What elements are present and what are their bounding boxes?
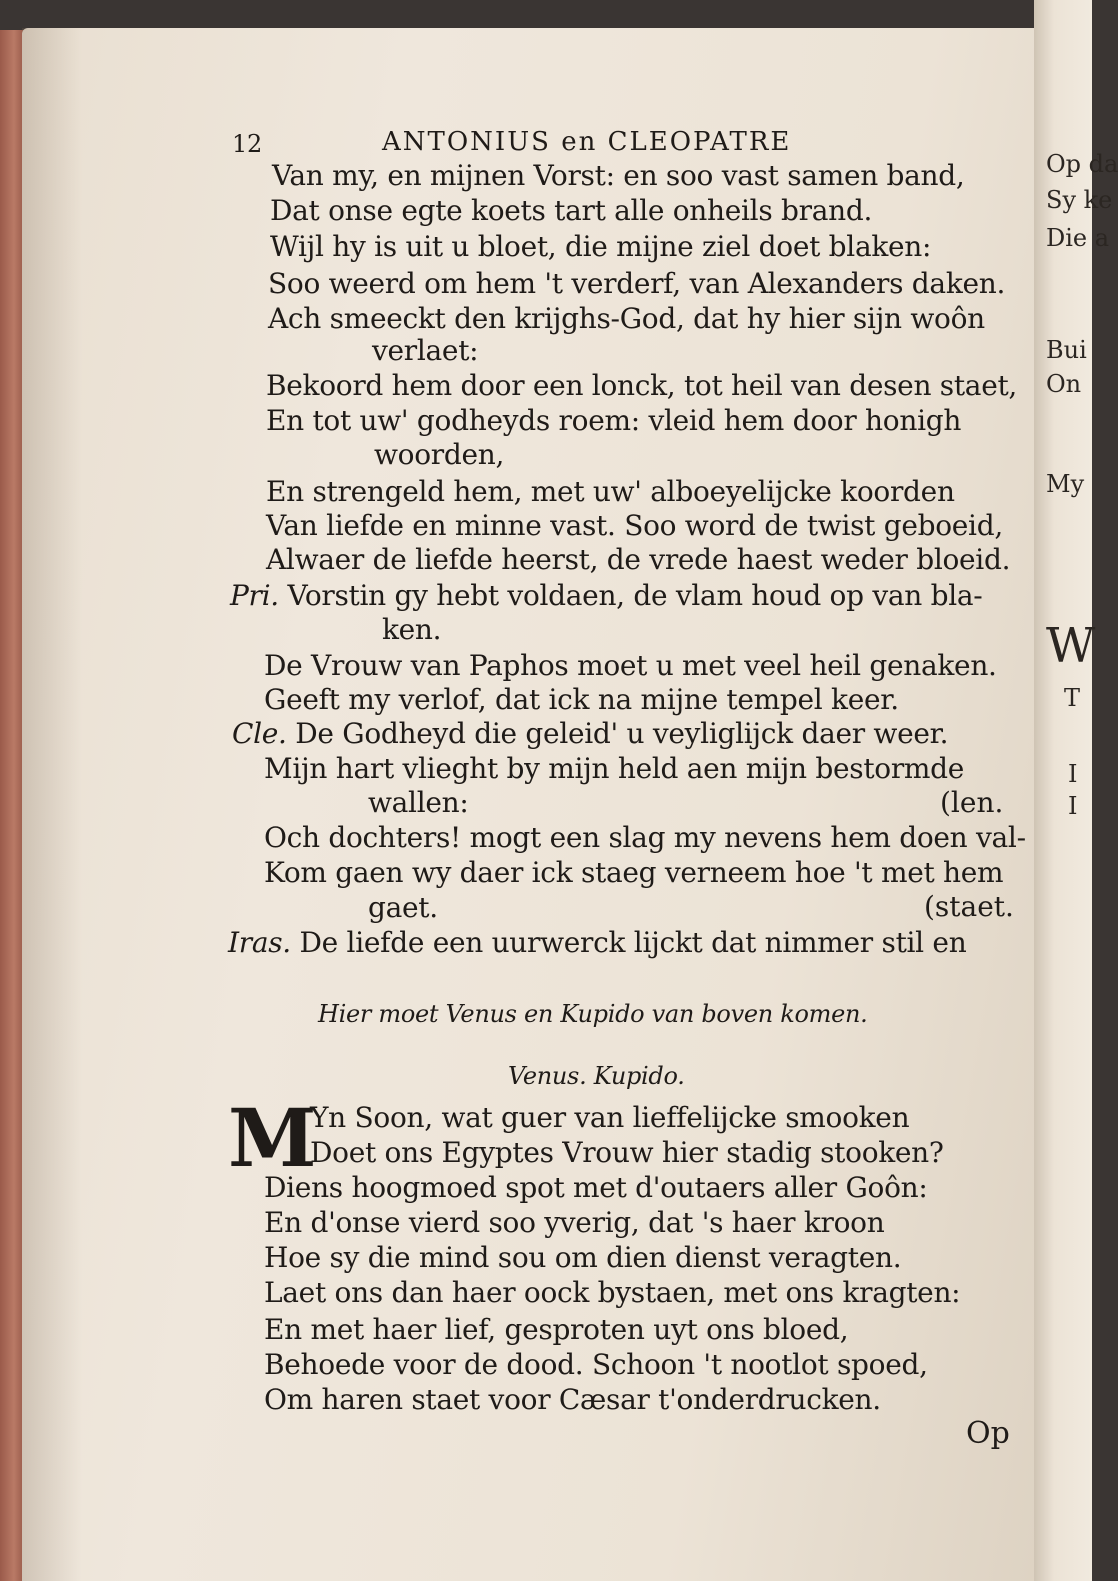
- facing-text-fragment: Bui: [1046, 336, 1087, 364]
- drop-cap: M: [228, 1091, 317, 1185]
- verse-line: verlaet:: [372, 334, 479, 367]
- stage-direction: Hier moet Venus en Kupido van boven komen.: [318, 1000, 868, 1028]
- verse-line: wallen:: [368, 786, 469, 819]
- running-title: ANTONIUS en CLEOPATRE: [382, 127, 792, 157]
- verse-line: [230, 578, 982, 614]
- verse-line: Van my, en mijnen Vorst: en soo vast samen band,: [272, 159, 965, 192]
- verse-line: ken.: [382, 613, 442, 646]
- speech-text: Vorstin gy hebt voldaen, de vlam houd op van bla-: [287, 579, 983, 612]
- verse-line: Kom gaen wy daer ick staeg verneem hoe 't met hem: [264, 856, 1004, 889]
- verse-line: En strengeld hem, met uw' alboeyelijcke koorden: [266, 475, 955, 508]
- verse-line: Alwaer de liefde heerst, de vrede haest weder bloeid.: [266, 543, 1011, 576]
- verse-line: Doet ons Egyptes Vrouw hier stadig stooken?: [310, 1136, 944, 1169]
- verse-line: Laet ons dan haer oock bystaen, met ons kragten:: [264, 1276, 961, 1309]
- verse-line: En met haer lief, gesproten uyt ons bloed,: [264, 1313, 849, 1346]
- facing-text-fragment: Sy ke: [1046, 186, 1113, 214]
- verse-line: Wijl hy is uit u bloet, die mijne ziel doet blaken:: [270, 230, 932, 263]
- page-number: 12: [232, 130, 262, 158]
- speaker-label: Iras.: [228, 926, 291, 959]
- turnover-staet: (staet.: [924, 890, 1014, 923]
- facing-text-fragment: I: [1068, 760, 1078, 788]
- verse-line: Och dochters! mogt een slag my nevens hem doen val-: [264, 821, 1026, 854]
- verse-line: Om haren staet voor Cæsar t'onderdrucken.: [264, 1383, 881, 1416]
- verse-line: gaet.: [368, 891, 438, 924]
- verse-line: Van liefde en minne vast. Soo word de twist geboeid,: [266, 509, 1003, 542]
- verse-line: Yn Soon, wat guer van lieffelijcke smooken: [310, 1101, 910, 1134]
- facing-text-fragment: T: [1064, 684, 1081, 712]
- verse-line: Soo weerd om hem 't verderf, van Alexanders daken.: [268, 267, 1006, 300]
- verse-line: Diens hoogmoed spot met d'outaers aller Goôn:: [264, 1171, 928, 1204]
- verse-line: Hoe sy die mind sou om dien dienst veragten.: [264, 1241, 902, 1274]
- turnover-len: (len.: [940, 786, 1004, 819]
- speaker-label: Pri.: [230, 579, 279, 612]
- facing-text-fragment: W: [1046, 618, 1096, 674]
- verse-line: Bekoord hem door een lonck, tot heil van desen staet,: [266, 369, 1018, 402]
- speaker-label: Cle.: [232, 717, 287, 750]
- speech-text: De liefde een uurwerck lijckt dat nimmer stil en: [299, 926, 967, 959]
- verse-line: [232, 716, 948, 752]
- verse-line: Behoede voor de dood. Schoon 't nootlot spoed,: [264, 1348, 928, 1381]
- facing-text-fragment: Op da: [1046, 150, 1118, 178]
- facing-text-fragment: Die a: [1046, 224, 1110, 252]
- verse-line: woorden,: [374, 438, 505, 471]
- verse-line: Dat onse egte koets tart alle onheils brand.: [270, 194, 873, 227]
- verse-line: [228, 925, 966, 961]
- facing-text-fragment: On: [1046, 370, 1082, 398]
- catchword: Op: [966, 1416, 1010, 1451]
- speech-text: De Godheyd die geleid' u veyliglijck daer weer.: [295, 717, 949, 750]
- verse-line: En tot uw' godheyds roem: vleid hem door honigh: [266, 404, 962, 437]
- verse-line: Geeft my verlof, dat ick na mijne tempel keer.: [264, 683, 899, 716]
- verse-line: En d'onse vierd soo yverig, dat 's haer kroon: [264, 1206, 885, 1239]
- verse-line: Mijn hart vlieght by mijn held aen mijn bestormde: [264, 752, 965, 785]
- facing-text-fragment: I: [1068, 792, 1078, 820]
- facing-text-fragment: My: [1046, 470, 1085, 498]
- scene-heading: Venus. Kupido.: [508, 1062, 685, 1090]
- verse-line: Ach smeeckt den krijghs-God, dat hy hier sijn woôn: [268, 302, 985, 335]
- verse-line: De Vrouw van Paphos moet u met veel heil genaken.: [264, 649, 997, 682]
